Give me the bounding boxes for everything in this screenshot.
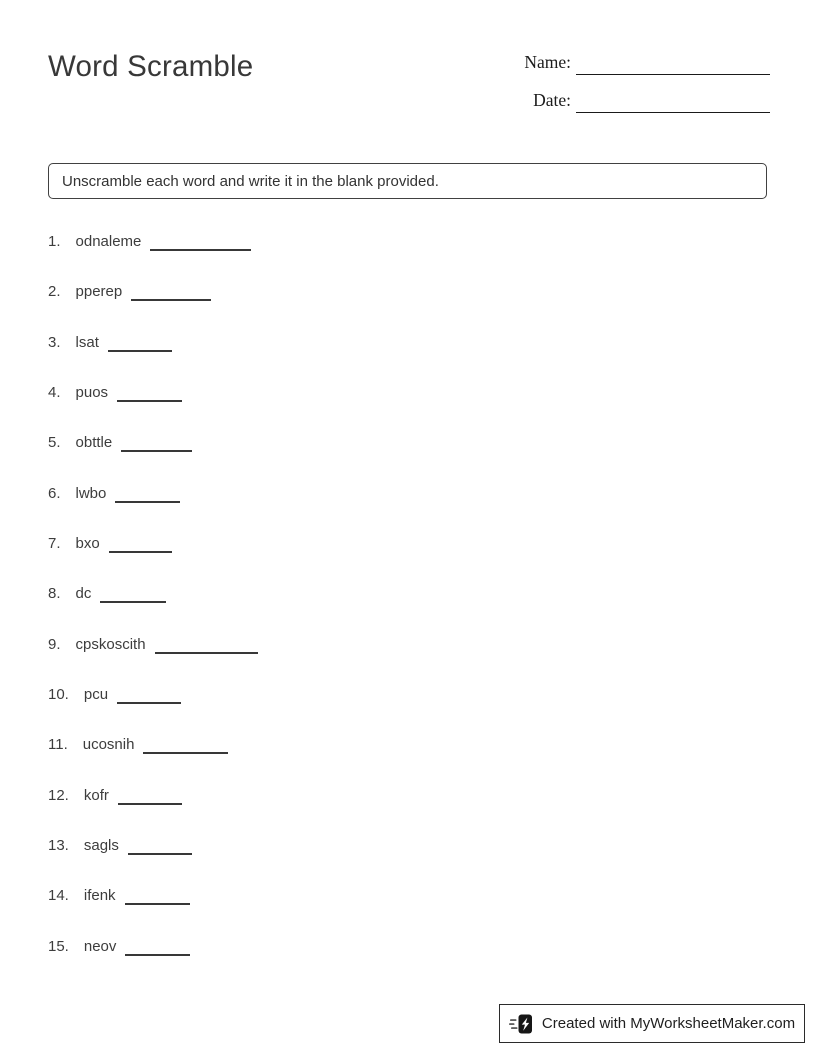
answer-blank	[131, 283, 211, 301]
date-label: Date:	[533, 90, 571, 110]
scrambled-word: kofr	[83, 786, 109, 804]
answer-blank	[143, 736, 228, 754]
item-number: 2.	[48, 283, 61, 301]
footer-credit-box	[499, 1004, 805, 1043]
answer-blank	[108, 334, 172, 352]
answer-blank	[109, 535, 172, 553]
scrambled-word: ifenk	[83, 887, 116, 905]
scramble-item	[48, 634, 258, 684]
header-fields	[510, 52, 770, 128]
footer-credit-text: Created with MyWorksheetMaker.com	[541, 1015, 796, 1032]
scrambled-word: puos	[75, 384, 109, 402]
scramble-item	[48, 281, 258, 331]
answer-blank	[121, 434, 192, 452]
item-number: 10.	[48, 686, 69, 704]
item-number: 12.	[48, 786, 69, 804]
item-number: 3.	[48, 333, 61, 351]
scramble-item	[48, 583, 258, 633]
scramble-item	[48, 785, 258, 835]
scramble-item	[48, 382, 258, 432]
answer-blank	[150, 233, 251, 251]
date-blank-line	[576, 112, 770, 113]
myworksheetmaker-logo-icon	[509, 1012, 535, 1036]
scrambled-word: bxo	[75, 535, 100, 553]
answer-blank	[115, 485, 180, 503]
scrambled-word: odnaleme	[75, 233, 142, 250]
date-field-row	[510, 90, 770, 111]
scrambled-word: sagls	[83, 837, 119, 855]
scrambled-word: neov	[83, 937, 117, 955]
answer-blank	[117, 384, 182, 402]
answer-blank	[100, 585, 166, 603]
answer-blank	[118, 787, 182, 805]
item-number: 9.	[48, 635, 61, 653]
item-number: 6.	[48, 484, 61, 502]
scrambled-word: ucosnih	[82, 736, 135, 754]
item-number: 14.	[48, 887, 69, 905]
scrambled-word: pcu	[83, 686, 109, 704]
instruction-text: Unscramble each word and write it in the blank provided.	[62, 172, 439, 190]
scrambled-word: cpskoscith	[75, 635, 146, 653]
answer-blank	[117, 686, 181, 704]
scramble-item	[48, 885, 258, 935]
scramble-item	[48, 432, 258, 482]
scrambled-word: lwbo	[75, 484, 107, 502]
item-number: 1.	[48, 233, 61, 250]
item-number: 4.	[48, 384, 61, 402]
scrambled-word: lsat	[75, 333, 99, 351]
scramble-item	[48, 835, 258, 885]
scrambled-word: obttle	[75, 434, 113, 452]
item-number: 11.	[48, 736, 68, 754]
scramble-item	[48, 231, 258, 281]
item-number: 13.	[48, 837, 69, 855]
instruction-box	[48, 163, 767, 199]
scramble-item	[48, 533, 258, 583]
scramble-item	[48, 483, 258, 533]
answer-blank	[125, 938, 190, 956]
scramble-item	[48, 734, 258, 784]
answer-blank	[155, 636, 258, 654]
scramble-item	[48, 936, 258, 986]
name-blank-line	[576, 74, 770, 75]
item-number: 7.	[48, 535, 61, 553]
answer-blank	[128, 837, 192, 855]
answer-blank	[125, 887, 190, 905]
item-number: 8.	[48, 585, 61, 603]
name-field-row	[510, 52, 770, 73]
scrambled-word: pperep	[75, 283, 123, 301]
scramble-item	[48, 332, 258, 382]
name-label: Name:	[524, 52, 571, 72]
scramble-list	[48, 231, 258, 986]
page-title: Word Scramble	[48, 50, 254, 83]
scramble-item	[48, 684, 258, 734]
item-number: 15.	[48, 937, 69, 955]
scrambled-word: dc	[75, 585, 92, 603]
item-number: 5.	[48, 434, 61, 452]
